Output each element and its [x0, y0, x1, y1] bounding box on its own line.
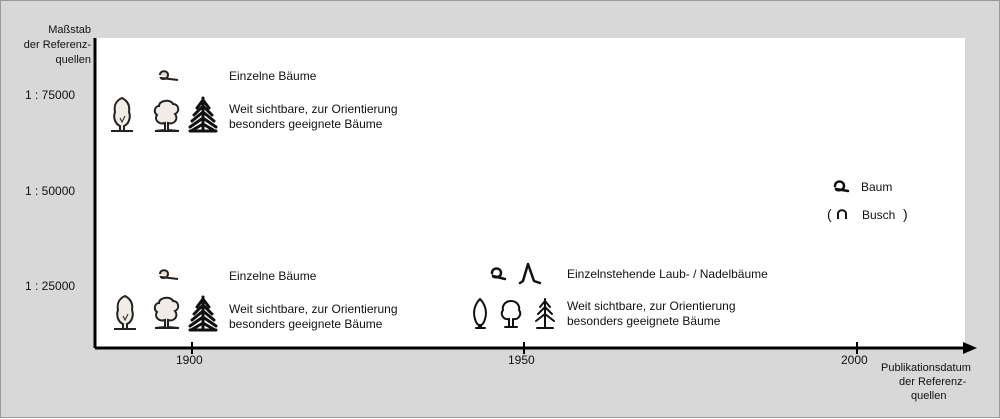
- label-landmark-line-1: Weit sichtbare, zur Orientierung: [567, 299, 736, 313]
- deciduous-tree-icon-1900-75000: [111, 98, 133, 131]
- single-tree-symbol-1900-75000: [160, 71, 178, 80]
- label-landmark-trees-1900-75000: [229, 102, 398, 132]
- deciduous-loop-symbol-1950: [492, 269, 505, 280]
- x-axis-title-line-3: quellen: [911, 390, 947, 402]
- x-axis-title-line-1: Publikationsdatum: [881, 362, 971, 374]
- label-landmark-trees-1950: [567, 299, 736, 329]
- y-axis-title-line-2: der Referenz-: [23, 39, 91, 51]
- label-baum: Baum: [861, 180, 893, 194]
- x-axis-title-line-2: der Referenz-: [899, 376, 967, 388]
- y-tick-75000: 1 : 75000: [25, 88, 76, 102]
- round-tree-icon-1900-25000: [155, 298, 179, 328]
- label-busch: Busch: [862, 208, 896, 222]
- y-tick-25000: 1 : 25000: [25, 279, 76, 293]
- x-tick-1950: 1950: [508, 353, 535, 367]
- diagram-graphics: [1, 1, 1000, 419]
- label-landmark-trees-1900-25000: [229, 302, 398, 332]
- busch-symbol-2000: [838, 210, 846, 219]
- y-axis-title-line-1: Maßstab: [48, 24, 91, 36]
- label-single-trees-1900-75000: Einzelne Bäume: [229, 69, 317, 83]
- x-tick-1900: 1900: [176, 353, 203, 367]
- y-tick-50000: 1 : 50000: [25, 184, 76, 198]
- label-landmark-line-1: Weit sichtbare, zur Orientierung: [229, 102, 398, 116]
- deciduous-tree-icon-1900-25000: [114, 296, 136, 329]
- label-single-trees-1900-25000: Einzelne Bäume: [229, 269, 317, 283]
- label-single-trees-1950: Einzelnstehende Laub- / Nadelbäume: [567, 267, 768, 281]
- round-tree-icon-1900-75000: [155, 101, 179, 131]
- baum-symbol-2000: [835, 182, 848, 192]
- x-tick-2000: 2000: [841, 353, 868, 367]
- conifer-tree-icon-1900-25000: [190, 297, 216, 330]
- bush-close-paren: ): [903, 206, 908, 222]
- conifer-tree-icon-1900-75000: [190, 98, 216, 131]
- round-outline-icon-1950: [502, 301, 520, 327]
- single-tree-symbol-1900-25000: [160, 270, 178, 279]
- label-landmark-line-2: besonders geeignete Bäume: [229, 117, 383, 131]
- conifer-outline-icon-1950: [536, 299, 554, 328]
- conifer-peak-symbol-1950: [520, 264, 540, 283]
- y-axis-title-line-3: quellen: [55, 54, 91, 66]
- bush-open-paren: (: [827, 206, 832, 222]
- label-landmark-line-1: Weit sichtbare, zur Orientierung: [229, 302, 398, 316]
- label-landmark-line-2: besonders geeignete Bäume: [567, 314, 721, 328]
- x-axis-arrowhead: [963, 342, 977, 354]
- label-landmark-line-2: besonders geeignete Bäume: [229, 317, 383, 331]
- deciduous-outline-icon-1950: [474, 299, 486, 328]
